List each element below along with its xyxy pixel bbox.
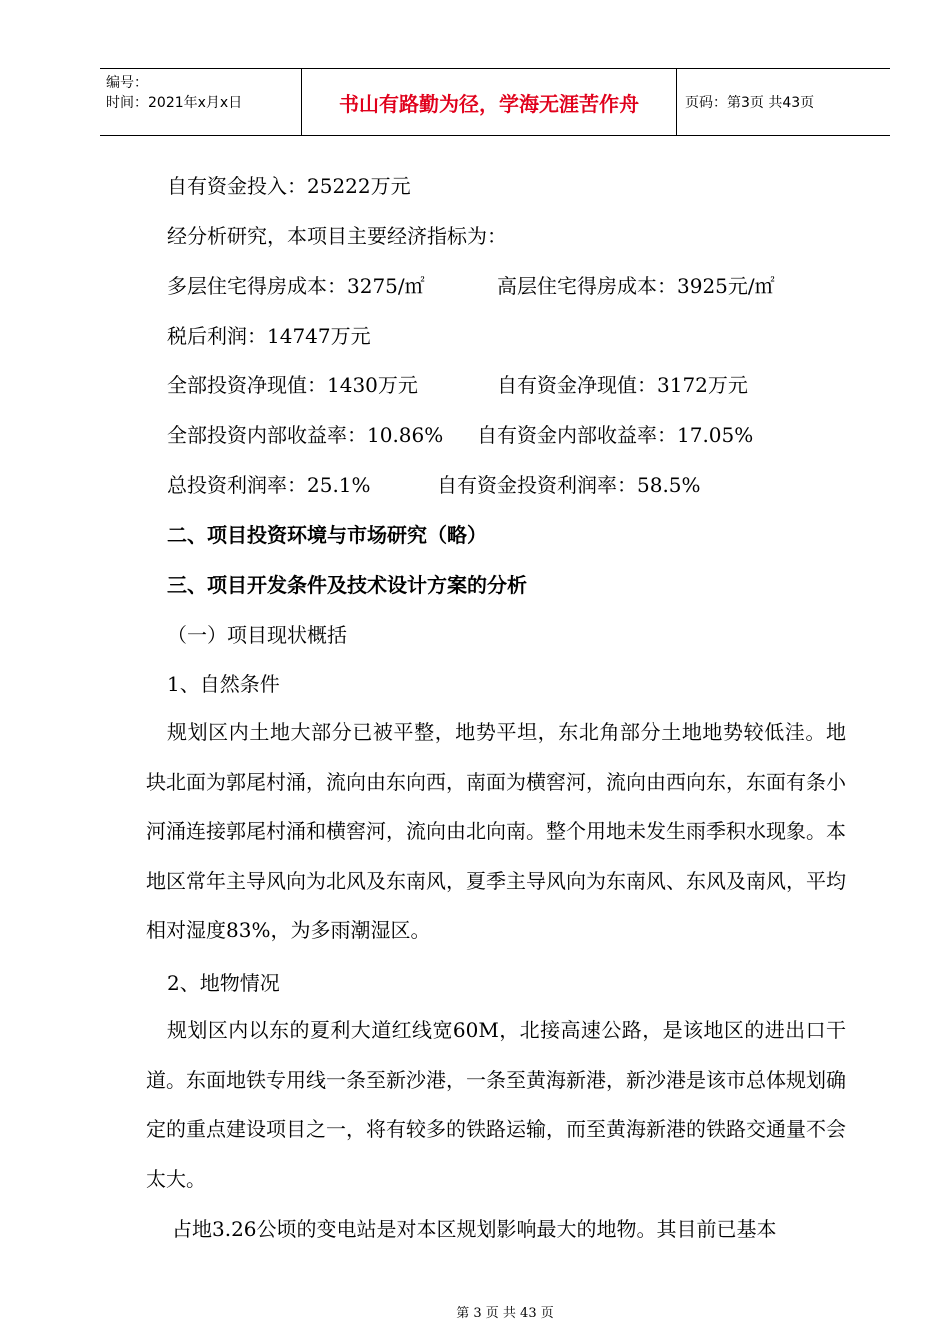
time-label: 时间：2021年x月x日	[106, 95, 243, 111]
line-total-irr: 全部投资内部收益率：10.86%	[167, 423, 444, 447]
line-total-roi: 总投资利润率：25.1%	[167, 473, 371, 497]
section-heading-3: 三、项目开发条件及技术设计方案的分析	[167, 573, 527, 597]
line-own-capital: 自有资金投入：25222万元	[167, 174, 411, 198]
header-meta	[100, 69, 302, 135]
header-motto: 书山有路勤为径，学海无涯苦作舟	[302, 69, 677, 135]
number-label: 编号：	[106, 75, 148, 91]
line-analysis-intro: 经分析研究，本项目主要经济指标为：	[167, 224, 507, 248]
line-own-npv: 自有资金净现值：3172万元	[497, 373, 748, 397]
line-multistory-cost: 多层住宅得房成本：3275/㎡	[167, 274, 425, 298]
paragraph-features: 规划区内以东的夏利大道红线宽60M，北接高速公路，是该地区的进出口干道。东面地铁专用线一条至新沙港，一条至黄海新港，新沙港是该市总体规划确定的重点建设项目之一，将有较多的铁路运输，而至黄海新港的铁路交通量不会太大。	[146, 1018, 846, 1191]
page-header	[100, 68, 890, 136]
item-heading-features: 2、地物情况	[167, 971, 280, 995]
item-heading-natural: 1、自然条件	[167, 672, 280, 696]
line-total-npv: 全部投资净现值：1430万元	[167, 373, 418, 397]
paragraph-substation: 占地3.26公顷的变电站是对本区规划影响最大的地物。其目前已基本	[172, 1217, 777, 1241]
line-highrise-cost: 高层住宅得房成本：3925元/㎡	[497, 274, 775, 298]
section-heading-2: 二、项目投资环境与市场研究（略）	[167, 523, 487, 547]
line-own-irr: 自有资金内部收益率：17.05%	[477, 423, 754, 447]
header-page-code: 页码：第3页 共43页	[685, 95, 815, 111]
line-own-roi: 自有资金投资利润率：58.5%	[437, 473, 701, 497]
subsection-heading-1: （一）项目现状概括	[167, 623, 347, 647]
page-footer: 第 3 页 共 43 页	[456, 1306, 554, 1321]
paragraph-natural-conditions: 规划区内土地大部分已被平整，地势平坦，东北角部分土地地势较低洼。地块北面为郭尾村涌，流向由东向西，南面为横窖河，流向由西向东，东面有条小河涌连接郭尾村涌和横窖河，流向由北向南。整个用地未发生雨季积水现象。本地区常年主导风向为北风及东南风，夏季主导风向为东南风、东风及南风，平均相对湿度83%，为多雨潮湿区。	[146, 720, 846, 943]
line-after-tax-profit: 税后利润：14747万元	[167, 324, 371, 348]
